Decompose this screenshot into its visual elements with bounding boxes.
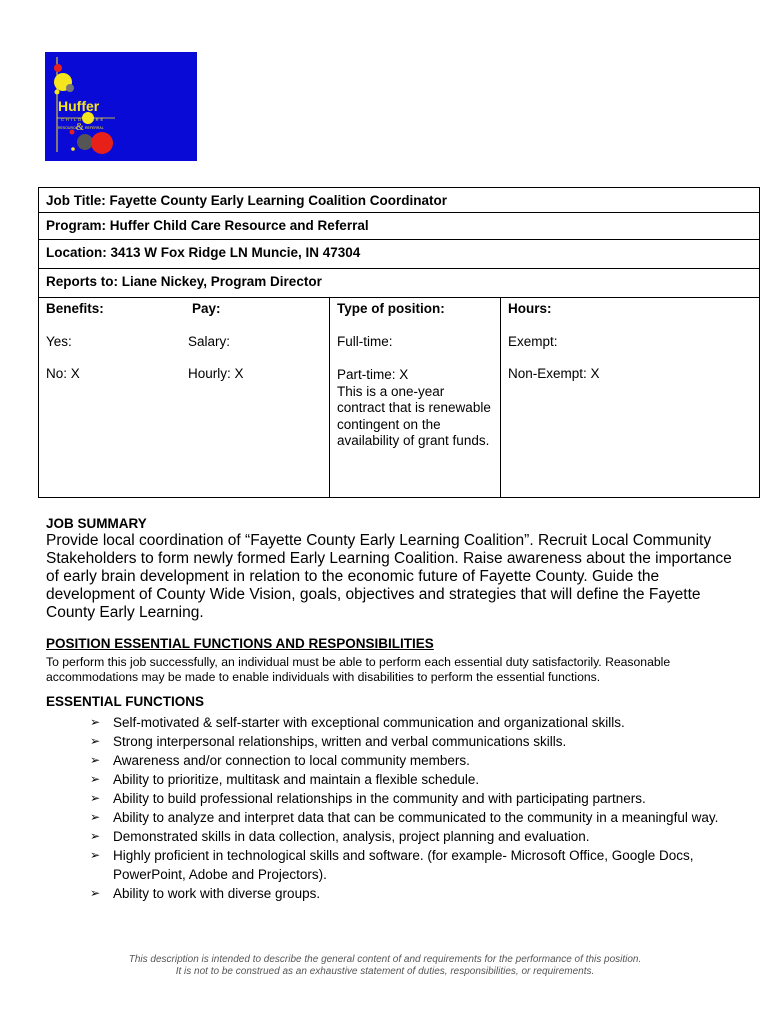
- arrow-bullet-icon: ➢: [90, 886, 101, 900]
- footer-line-1: This description is intended to describe the general content of and requirements for the performance of this position.: [128, 954, 642, 965]
- arrow-bullet-icon: ➢: [90, 734, 101, 748]
- arrow-bullet-icon: ➢: [90, 753, 101, 767]
- list-item-text: Ability to work with diverse groups.: [113, 886, 321, 901]
- logo-subtitle-right: REFERRAL: [85, 126, 104, 130]
- arrow-bullet-icon: ➢: [90, 772, 101, 786]
- essential-functions-list: [90, 713, 730, 903]
- hours-column: [500, 298, 759, 497]
- list-item: [90, 789, 730, 808]
- list-item: [90, 770, 730, 789]
- program-row: [39, 213, 759, 240]
- logo-subtitle-left: RESOURCE: [58, 126, 78, 130]
- list-item: [90, 827, 730, 846]
- benefits-yes: Yes:: [46, 334, 72, 349]
- contract-note-line: contingent on the: [337, 416, 441, 432]
- reports-to-row: [39, 269, 759, 298]
- benefits-no: No: X: [46, 366, 80, 381]
- list-item-text: Ability to build professional relationships in the community and with participating partners.: [113, 791, 646, 806]
- program: Program: Huffer Child Care Resource and Referral: [46, 218, 369, 233]
- essential-functions-section-text: To perform this job successfully, an individual must be able to perform each essential duty satisfactorily. Reasonable accommodations may be made to enable individuals with disabilities to perform the essential functions.: [46, 655, 671, 684]
- hours-header: Hours:: [508, 301, 552, 316]
- list-item-text: Ability to prioritize, multitask and maintain a flexible schedule.: [113, 772, 480, 787]
- location-row: [39, 240, 759, 269]
- job-info-table: [38, 187, 760, 498]
- list-item-text: Highly proficient in technological skills and software. (for example- Microsoft Office, Google Docs, PowerPoint, Adobe and Projectors).: [113, 848, 694, 882]
- list-item: [90, 713, 730, 732]
- arrow-bullet-icon: ➢: [90, 791, 101, 805]
- hours-non-exempt: Non-Exempt: X: [508, 366, 600, 381]
- contract-note-line: contract that is renewable: [337, 400, 491, 415]
- list-item-text: Strong interpersonal relationships, written and verbal communications skills.: [113, 734, 567, 749]
- page-footer: [0, 954, 770, 978]
- essential-functions-heading: ESSENTIAL FUNCTIONS: [46, 694, 205, 709]
- benefits-header: Benefits:: [46, 301, 104, 316]
- pay-header: Pay:: [192, 301, 221, 316]
- pay-salary: Salary:: [188, 334, 231, 349]
- benefits-pay-column: [39, 298, 329, 497]
- logo-tagline: CHILD CARE: [61, 117, 106, 122]
- job-summary-text: Provide local coordination of “Fayette County Early Learning Coalition”. Recruit Local Community Stakeholders to form newly formed Early Learning Coalition. Raise awareness about the importance of early brain development in relation to the economic future of Fayette County. Guide the development of County Wide Vision, goals, objectives and strategies that will define the Fayette County Early Learning.: [46, 532, 732, 621]
- location: Location: 3413 W Fox Ridge LN Muncie, IN 47304: [46, 245, 361, 260]
- list-item-text: Demonstrated skills in data collection, analysis, project planning and evaluation.: [113, 829, 590, 844]
- position-part-time: Part-time: X: [337, 367, 409, 382]
- arrow-bullet-icon: ➢: [90, 829, 101, 843]
- part-time-block: [337, 367, 491, 450]
- huffer-logo: [45, 52, 197, 161]
- list-item: [90, 751, 730, 770]
- footer-line-2: It is not to be construed as an exhaustive statement of duties, responsibilities, or requirements.: [175, 966, 595, 977]
- position-type-column: [329, 298, 500, 497]
- list-item-text: Self-motivated & self-starter with exceptional communication and organizational skills.: [113, 715, 625, 730]
- contract-note-line: This is a one-year: [337, 383, 445, 399]
- list-item: [90, 884, 730, 903]
- arrow-bullet-icon: ➢: [90, 810, 101, 824]
- position-details: [39, 298, 759, 497]
- logo-ampersand: &: [76, 122, 84, 133]
- hours-exempt: Exempt:: [508, 334, 558, 349]
- job-title-row: [39, 188, 759, 213]
- list-item-text: Awareness and/or connection to local community members.: [113, 753, 470, 768]
- position-full-time: Full-time:: [337, 334, 393, 349]
- list-item: [90, 846, 730, 884]
- list-item: [90, 808, 730, 827]
- job-summary-heading: JOB SUMMARY: [46, 516, 147, 531]
- essential-functions-section-heading: POSITION ESSENTIAL FUNCTIONS AND RESPONSIBILITIES: [46, 636, 434, 651]
- list-item: [90, 732, 730, 751]
- list-item-text: Ability to analyze and interpret data that can be communicated to the community in a meaningful way.: [113, 810, 719, 825]
- huffer-logo-graphic: [45, 52, 197, 161]
- arrow-bullet-icon: ➢: [90, 848, 101, 862]
- logo-name: Huffer: [58, 98, 100, 114]
- pay-hourly: Hourly: X: [188, 366, 244, 381]
- reports-to: Reports to: Liane Nickey, Program Director: [46, 274, 322, 289]
- job-title: Job Title: Fayette County Early Learning Coalition Coordinator: [46, 193, 448, 208]
- contract-note-line: availability of grant funds.: [337, 433, 490, 448]
- arrow-bullet-icon: ➢: [90, 715, 101, 729]
- position-type-header: Type of position:: [337, 301, 445, 316]
